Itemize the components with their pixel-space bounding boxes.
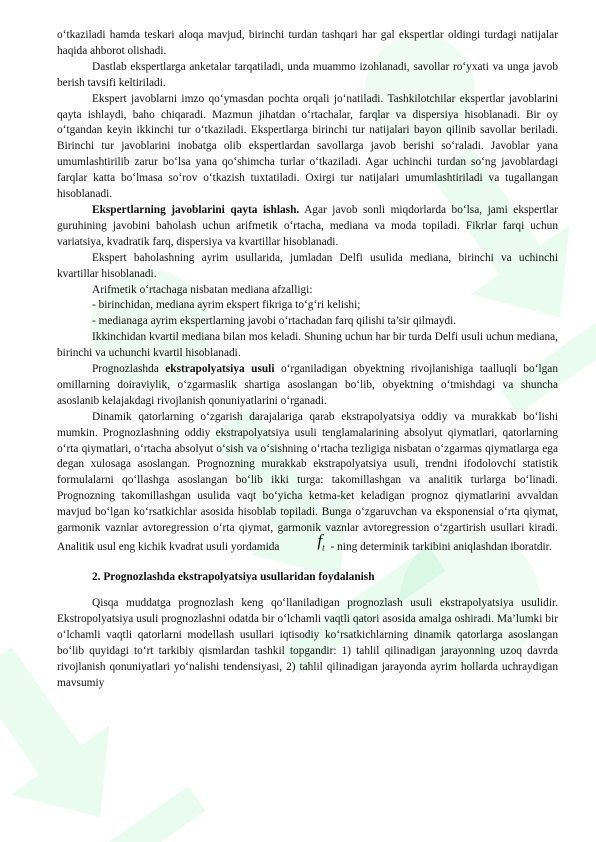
formula-subscript: t: [322, 542, 325, 553]
paragraph: Ekspert javoblarni imzo qo‘ymasdan pochta orqali jo‘natiladi. Tashkilotchilar ekspertlar javoblarini qayta ishlaydi, baho chiqaradi. Mazmun jihatdan o‘rtachalar, farqlar va dispersiya hisoblanadi. Bir oy o‘tgandan keyin ikkinchi tur o‘tkaziladi. Ekspertlarga birinchi tur natijalari bayon qilinib savollar beriladi. Birinchi tur javoblarini inobatga olib ekspertlardan savollarga javob berishi so‘raladi. Javoblar yana umumlashtirilib zarur bo‘lsa yana qo‘shimcha turlar o‘tkaziladi. Agar uchinchi turdan so‘ng javoblardagi farqlar katta bo‘lmasa so‘rov o‘tkazish tuxtatiladi. Oxirgi tur natijalari umumlashtiriladi va tugallangan hisoblanadi.: [57, 92, 558, 201]
formula: [282, 533, 324, 556]
paragraph-text: Prognozlashda: [92, 363, 166, 376]
paragraph: [57, 203, 558, 251]
paragraph-text: Dinamik qatorlarning o‘zgarish darajalariga qarab ekstrapolyatsiya oddiy va murakkab bo‘lishi mumkin. Prognozlashning oddiy ekstrapolyatsiya usuli tenglamalarining absolyut qiymatlari, qatorlarning o‘rta qiymatlari, o‘rtacha absolyut o‘sish va o‘sishning o‘rtacha tezligiga nisbatan o‘zgarmas qiymatlarga ega degan xulosaga asoslangan. Prognozning murakkab ekstrapolyatsiya usuli, trendni ifodolovchi statistik formulalarni qo‘llashga asoslangan bo‘lib ikki turga: takomillashgan va analitik turlarga bo‘linadi. Prognozning takomillashgan usulida vaqt bo‘yicha ketma-ket keladigan prognoz qiymatlarini avvaldan mavjud bo‘lgan ko‘rsatkichlar asosida hisoblab topiladi. Bunga o‘zgaruvchan va eksponensial o‘rta qiymat, garmonik vaznlar avtoregression o‘rta qiymat, garmonik vaznlar avtoregression o‘zgartirish usullari kiradi. Analitik usul eng kichik kvadrat usuli yordamida: [57, 410, 558, 553]
paragraph: [57, 362, 558, 410]
formula-symbol: f: [317, 531, 323, 550]
paragraph: [57, 410, 558, 561]
document-page: [57, 28, 558, 692]
paragraph: o‘tkaziladi hamda teskari aloqa mavjud, birinchi turdan tashqari har gal ekspertlar oldingi turdagi natijalar haqida ahborot olishadi.: [57, 29, 558, 57]
list-item: - birinchidan, mediana ayrim ekspert fikriga to‘g‘ri kelishi;: [92, 299, 361, 312]
bold-term: Ekspertlarning javoblarini qayta ishlash.: [92, 203, 300, 216]
paragraph-text: - ning determinik tarkibini aniqlashdan iboratdir.: [327, 541, 552, 553]
paragraph-text: Agar javob sonli miqdorlarda bo‘lsa, jami ekspertlar guruhining javobini baholash uchun arifmetik o‘rtacha, mediana va moda topiladi. Fikrlar farqi uchun variatsiya, kvadratik farq, dispersiya va kvartillar hisoblanadi.: [57, 203, 559, 248]
paragraph: Qisqa muddatga prognozlash keng qo‘llaniladigan prognozlash usuli ekstrapolyatsiya usulidir. Ekstropolyatsiya usuli prognozlashni odatda bir o‘lchamli vaqtli qatori asosida amalga oshiradi. Ma’lumki bir o‘lchamli vaqtli qatorlarni modellash usullari iqtisodiy ko‘rsatkichlarning dinamik qatorlarga asoslangan bo‘lib quyidagi to‘rt tarkibiy qismlardan tashkil topgandir: 1) tahlil qilinadigan jarayonning uzoq davrda rivojlanish qonuniyatlari yo‘nalishi tendensiyasi, 2) tahlil qilinadigan jarayonda ayrim hollarda uchraydigan mavsumiy: [57, 597, 558, 689]
paragraph: Ekspert baholashning ayrim usullarida, jumladan Delfi usulida mediana, birinchi va uchinchi kvartillar hisoblanadi.: [57, 251, 558, 280]
paragraph: Arifmetik o‘rtachaga nisbatan mediana afzalligi:: [92, 283, 313, 296]
list-item: - medianaga ayrim ekspertlarning javobi o‘rtachadan farq qilishi ta’sir qilmaydi.: [92, 315, 457, 328]
bold-term: ekstrapolyatsiya usuli: [165, 363, 275, 376]
paragraph: Ikkinchidan kvartil mediana bilan mos keladi. Shuning uchun har bir turda Delfi usuli uchun mediana, birinchi va uchunchi kvartil hisoblanadi.: [57, 331, 558, 360]
paragraph-text: o‘rganiladigan obyektning rivojlanishiga taalluqli bo‘lgan omillarning doiraviylik, o‘zgarmaslik shartiga asoslangan bo‘lib, obyektning o‘tmishdagi va shuncha asoslanib kelajakdagi rivojlanish qonuniyatlarini o‘rganadi.: [57, 363, 559, 407]
section-heading: 2. Prognozlashda ekstrapolyatsiya usullaridan foydalanish: [92, 571, 375, 584]
paragraph: Dastlab ekspertlarga anketalar tarqatiladi, unda muammo izohlanadi, savollar ro‘yxati va unga javob berish tavsifi keltiriladi.: [57, 60, 558, 89]
